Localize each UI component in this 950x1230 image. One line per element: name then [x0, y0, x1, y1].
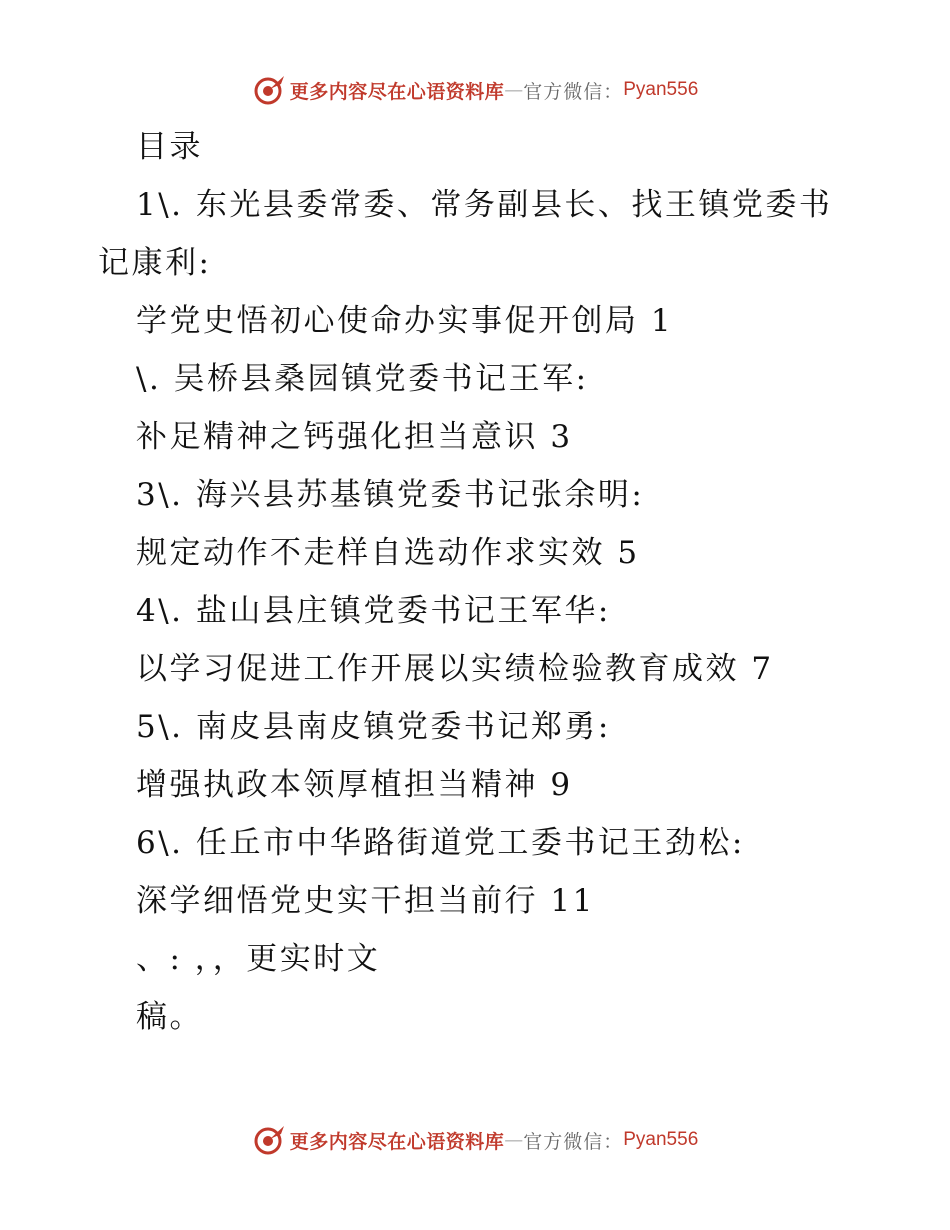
watermark-sub-text: 官方微信： [523, 1130, 624, 1153]
toc-line: 规定动作不走样自选动作求实效 5 [136, 535, 640, 571]
watermark-wechat-id: Pyan556 [623, 79, 699, 100]
toc-line: 稿。 [136, 999, 203, 1035]
toc-line: 6\. 任丘市中华路街道党工委书记王劲松: [136, 825, 745, 861]
quill-logo-icon [252, 73, 286, 107]
toc-line: 3\. 海兴县苏基镇党委书记张余明: [136, 477, 645, 513]
watermark-dash: — [504, 1129, 524, 1151]
watermark-sub-text: 官方微信： [523, 80, 624, 103]
watermark-main-text: 更多内容尽在心语资料库 [289, 80, 505, 103]
toc-line: 4\. 盐山县庄镇党委书记王军华: [136, 593, 611, 629]
header-watermark [0, 70, 950, 110]
toc-line: 5\. 南皮县南皮镇党委书记郑勇: [136, 709, 611, 745]
toc-line: 以学习促进工作开展以实绩检验教育成效 7 [136, 651, 774, 687]
toc-line: 学党史悟初心使命办实事促开创局 1 [136, 303, 674, 339]
watermark-dash: — [504, 79, 524, 101]
footer-watermark [0, 1120, 950, 1160]
toc-line: \. 吴桥县桑园镇党委书记王军: [136, 361, 589, 397]
toc-line: 1\. 东光县委常委、常务副县长、找王镇党委书 [136, 187, 833, 223]
toc-heading: 目录 [136, 129, 203, 165]
watermark-main-text: 更多内容尽在心语资料库 [289, 1130, 505, 1153]
quill-logo-icon [252, 1123, 286, 1157]
toc-line: 增强执政本领厚植担当精神 9 [136, 767, 573, 803]
toc-line: 、: ，，更实时文 [136, 941, 381, 977]
toc-line: 补足精神之钙强化担当意识 3 [136, 419, 573, 455]
toc-line: 记康利: [98, 245, 212, 281]
toc-line: 深学细悟党史实干担当前行 11 [136, 883, 595, 919]
watermark-wechat-id: Pyan556 [623, 1129, 699, 1150]
